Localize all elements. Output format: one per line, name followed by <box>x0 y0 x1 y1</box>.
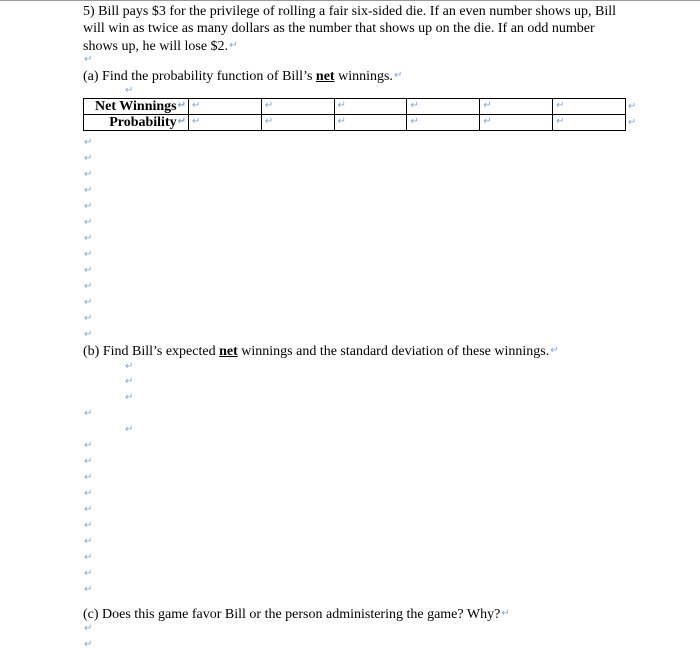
table-cell[interactable]: ↵ <box>334 99 407 115</box>
part-a-question: (a) Find the probability function of Bill’s net winnings.↵ <box>83 69 403 84</box>
problem-line-1: 5) Bill pays $3 for the privilege of rolling a fair six-sided die. If an even number shows up, Bill <box>83 4 617 19</box>
paragraph-mark: ↵ <box>84 281 93 292</box>
problem-line-2: will win as twice as many dollars as the number that shows up on the die. If an odd number <box>83 21 595 36</box>
paragraph-mark: ↵ <box>125 392 134 403</box>
paragraph-mark: ↵ <box>501 608 510 619</box>
table-cell[interactable]: ↵ <box>407 99 480 115</box>
paragraph-mark: ↵ <box>84 265 93 276</box>
paragraph-mark: ↵ <box>229 40 238 51</box>
paragraph-mark: ↵ <box>550 345 559 356</box>
table-cell[interactable]: ↵ <box>261 115 334 131</box>
row-end-mark: ↵ <box>628 101 637 112</box>
paragraph-mark: ↵ <box>84 472 93 483</box>
table-cell[interactable]: ↵ <box>334 115 407 131</box>
paragraph-mark: ↵ <box>84 568 93 579</box>
part-b-question: (b) Find Bill’s expected net winnings and the standard deviation of these winnings.↵ <box>83 344 559 359</box>
paragraph-mark: ↵ <box>125 376 134 387</box>
paragraph-mark: ↵ <box>84 297 93 308</box>
net-winnings-header: Net Winnings↵ <box>84 99 189 115</box>
paragraph-mark: ↵ <box>84 440 93 451</box>
paragraph-mark: ↵ <box>84 488 93 499</box>
probability-table <box>83 98 626 131</box>
paragraph-mark: ↵ <box>393 70 403 81</box>
part-c-question: (c) Does this game favor Bill or the person administering the game? Why?↵ <box>83 607 510 622</box>
paragraph-mark: ↵ <box>125 361 134 372</box>
paragraph-mark: ↵ <box>84 504 93 515</box>
paragraph-mark: ↵ <box>84 584 93 595</box>
table-cell[interactable]: ↵ <box>189 99 262 115</box>
paragraph-mark: ↵ <box>84 169 93 180</box>
paragraph-mark: ↵ <box>84 137 93 148</box>
paragraph-mark: ↵ <box>84 313 93 324</box>
paragraph-mark: ↵ <box>84 201 93 212</box>
paragraph-mark: ↵ <box>84 329 93 340</box>
paragraph-mark: ↵ <box>84 639 93 650</box>
table-cell[interactable]: ↵ <box>553 115 626 131</box>
paragraph-mark: ↵ <box>84 536 93 547</box>
paragraph-mark: ↵ <box>84 456 93 467</box>
paragraph-mark: ↵ <box>84 520 93 531</box>
paragraph-mark: ↵ <box>84 185 93 196</box>
paragraph-mark: ↵ <box>84 153 93 164</box>
table-cell[interactable]: ↵ <box>480 99 553 115</box>
paragraph-mark: ↵ <box>84 249 93 260</box>
problem-line-3: shows up, he will lose $2.↵ <box>83 39 238 54</box>
paragraph-mark: ↵ <box>125 424 134 435</box>
paragraph-mark: ↵ <box>84 233 93 244</box>
paragraph-mark: ↵ <box>84 552 93 563</box>
paragraph-mark: ↵ <box>84 623 93 634</box>
table-cell[interactable]: ↵ <box>480 115 553 131</box>
table-cell[interactable]: ↵ <box>553 99 626 115</box>
paragraph-mark: ↵ <box>84 54 93 65</box>
paragraph-mark: ↵ <box>84 408 93 419</box>
table-row-probability <box>84 115 626 131</box>
table-cell[interactable]: ↵ <box>189 115 262 131</box>
paragraph-mark: ↵ <box>84 217 93 228</box>
probability-header: Probability↵ <box>84 115 189 131</box>
table-row-net-winnings <box>84 99 626 115</box>
paragraph-mark: ↵ <box>125 85 134 96</box>
table-cell[interactable]: ↵ <box>407 115 480 131</box>
row-end-mark: ↵ <box>628 117 637 128</box>
table-cell[interactable]: ↵ <box>261 99 334 115</box>
page-top-border <box>0 0 700 1</box>
